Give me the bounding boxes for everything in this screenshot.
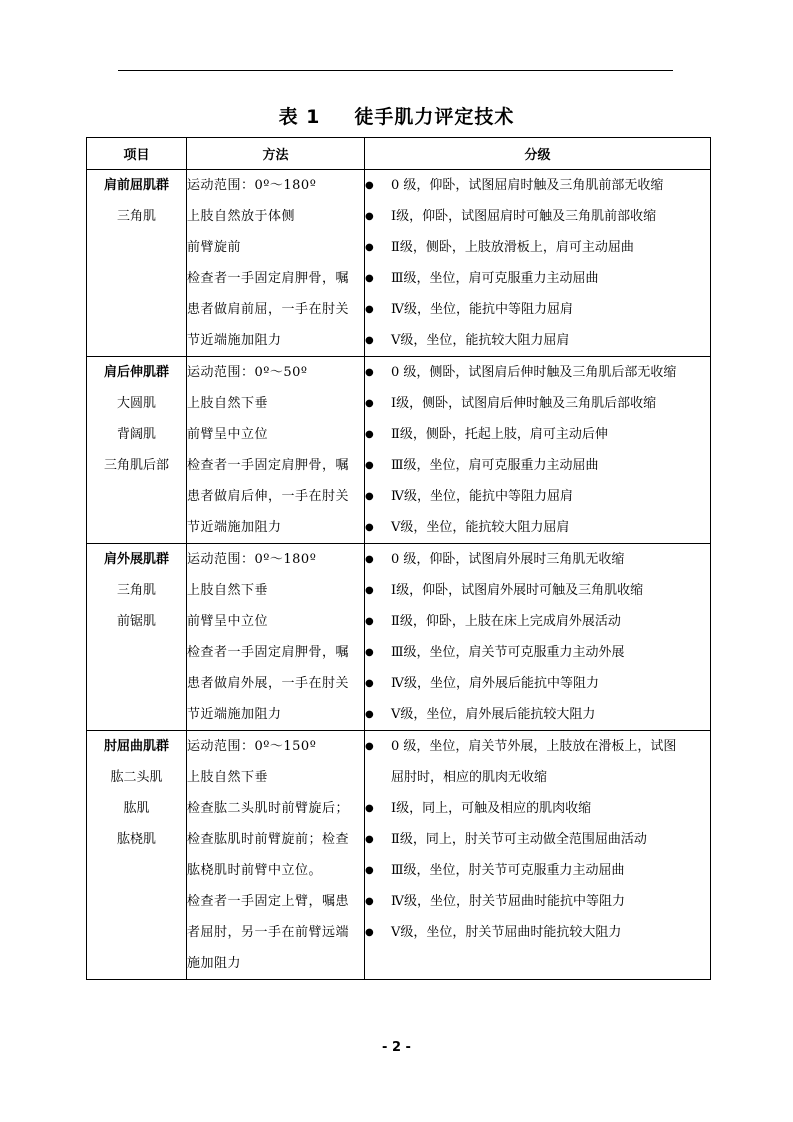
- bullet-icon: ●: [365, 273, 374, 284]
- method-line: 施加阻力: [187, 956, 242, 971]
- table-row: [87, 357, 711, 544]
- muscle-group-name: 肩前屈肌群: [103, 178, 169, 193]
- method-line: 上肢自然下垂: [187, 770, 269, 785]
- header-item: 项目: [87, 138, 187, 170]
- muscle-strength-table: [86, 137, 711, 980]
- grade-item: [365, 917, 710, 948]
- method-line: 前臂旋前: [187, 240, 242, 255]
- grade-item: [365, 606, 710, 637]
- method-cell: [187, 170, 365, 357]
- bullet-icon: ●: [365, 460, 374, 471]
- method-line: 检查者一手固定肩胛骨，嘱: [187, 271, 350, 286]
- grade-cell: [365, 544, 711, 731]
- grade-text: 0 级，仰卧，试图肩外展时三角肌无收缩: [391, 552, 625, 567]
- bullet-icon: ●: [365, 335, 374, 346]
- method-line: 肱桡肌时前臂中立位。: [187, 863, 323, 878]
- grade-text: Ⅲ级，坐位，肩可克服重力主动屈曲: [391, 458, 599, 473]
- method-line: 检查肱肌时前臂旋前；检查: [187, 832, 350, 847]
- method-line: 节近端施加阻力: [187, 707, 282, 722]
- header-method: 方法: [187, 138, 365, 170]
- table-header-row: [87, 138, 711, 170]
- grade-text: Ⅴ级，坐位，能抗较大阻力屈肩: [391, 333, 570, 348]
- grade-text: Ⅳ级，坐位，肘关节屈曲时能抗中等阻力: [391, 894, 625, 909]
- grade-item: [365, 512, 710, 543]
- grade-item: [365, 201, 710, 232]
- method-line: 前臂呈中立位: [187, 427, 269, 442]
- muscle-name: 三角肌: [116, 209, 156, 224]
- grade-item: [365, 170, 710, 201]
- table-title: [0, 102, 793, 129]
- method-line: 上肢自然下垂: [187, 583, 269, 598]
- grade-text: Ⅱ级，侧卧，托起上肢，肩可主动后伸: [391, 427, 608, 442]
- bullet-icon: ●: [365, 927, 374, 938]
- bullet-icon: ●: [365, 896, 374, 907]
- grade-item: [365, 793, 710, 824]
- method-line: 运动范围：0º～180º: [187, 552, 317, 567]
- table-title-text: 徒手肌力评定技术: [354, 106, 515, 128]
- method-line: 患者做肩外展，一手在肘关: [187, 676, 350, 691]
- table-number: 表 1: [278, 106, 321, 128]
- grade-item: [365, 886, 710, 917]
- item-cell: [87, 357, 187, 544]
- method-line: 检查者一手固定上臂，嘱患: [187, 894, 350, 909]
- method-line: 运动范围：0º～180º: [187, 178, 317, 193]
- grade-item: [365, 668, 710, 699]
- grade-text: Ⅳ级，坐位，肩外展后能抗中等阻力: [391, 676, 599, 691]
- method-line: 患者做肩后伸，一手在肘关: [187, 489, 350, 504]
- muscle-name: 肱肌: [123, 801, 150, 816]
- grade-text: Ⅰ级，侧卧，试图肩后伸时触及三角肌后部收缩: [391, 396, 657, 411]
- header-grade: 分级: [365, 138, 711, 170]
- grade-text: Ⅰ级，同上，可触及相应的肌肉收缩: [391, 801, 592, 816]
- muscle-name: 三角肌: [116, 583, 156, 598]
- grade-text: Ⅴ级，坐位，肩外展后能抗较大阻力: [391, 707, 596, 722]
- method-line: 节近端施加阻力: [187, 520, 282, 535]
- bullet-icon: ●: [365, 180, 374, 191]
- bullet-icon: ●: [365, 647, 374, 658]
- muscle-name: 大圆肌: [116, 396, 156, 411]
- bullet-icon: ●: [365, 429, 374, 440]
- grade-text: Ⅱ级，同上，肘关节可主动做全范围屈曲活动: [391, 832, 647, 847]
- bullet-icon: ●: [365, 616, 374, 627]
- bullet-icon: ●: [365, 304, 374, 315]
- table-row: [87, 544, 711, 731]
- method-line: 运动范围：0º～150º: [187, 739, 317, 754]
- grade-text: 0 级，坐位，肩关节外展，上肢放在滑板上，试图 屈肘时，相应的肌肉无收缩: [391, 739, 677, 785]
- method-line: 检查者一手固定肩胛骨，嘱: [187, 458, 350, 473]
- method-line: 患者做肩前屈，一手在肘关: [187, 302, 350, 317]
- method-line: 节近端施加阻力: [187, 333, 282, 348]
- bullet-icon: ●: [365, 554, 374, 565]
- bullet-icon: ●: [365, 803, 374, 814]
- grade-text: Ⅲ级，坐位，肘关节可克服重力主动屈曲: [391, 863, 625, 878]
- bullet-icon: ●: [365, 367, 374, 378]
- grade-item: [365, 544, 710, 575]
- table-row: [87, 170, 711, 357]
- grade-cell: [365, 731, 711, 980]
- muscle-group-name: 肩后伸肌群: [103, 365, 169, 380]
- method-line: 检查者一手固定肩胛骨，嘱: [187, 645, 350, 660]
- method-line: 前臂呈中立位: [187, 614, 269, 629]
- grade-item: [365, 232, 710, 263]
- grade-text: Ⅳ级，坐位，能抗中等阻力屈肩: [391, 489, 573, 504]
- grade-text: 0 级，侧卧，试图肩后伸时触及三角肌后部无收缩: [391, 365, 677, 380]
- method-cell: [187, 544, 365, 731]
- muscle-name: 三角肌后部: [103, 458, 169, 473]
- grade-text: Ⅴ级，坐位，肘关节屈曲时能抗较大阻力: [391, 925, 622, 940]
- grade-item: [365, 450, 710, 481]
- grade-item: [365, 263, 710, 294]
- table-body: [87, 170, 711, 980]
- grade-text: Ⅳ级，坐位，能抗中等阻力屈肩: [391, 302, 573, 317]
- method-cell: [187, 731, 365, 980]
- muscle-name: 肱二头肌: [110, 770, 163, 785]
- method-line: 上肢自然下垂: [187, 396, 269, 411]
- grade-item: [365, 325, 710, 356]
- grade-item: [365, 357, 710, 388]
- grade-item: [365, 699, 710, 730]
- grade-item: [365, 637, 710, 668]
- grade-cell: [365, 357, 711, 544]
- grade-item: [365, 731, 710, 793]
- bullet-icon: ●: [365, 242, 374, 253]
- grade-item: [365, 855, 710, 886]
- method-cell: [187, 357, 365, 544]
- grade-item: [365, 824, 710, 855]
- grade-item: [365, 388, 710, 419]
- bullet-icon: ●: [365, 398, 374, 409]
- grade-item: [365, 481, 710, 512]
- method-line: 上肢自然放于体侧: [187, 209, 296, 224]
- method-line: 者屈肘，另一手在前臂远端: [187, 925, 350, 940]
- grade-text: Ⅱ级，侧卧，上肢放滑板上，肩可主动屈曲: [391, 240, 634, 255]
- grade-text: Ⅰ级，仰卧，试图屈肩时可触及三角肌前部收缩: [391, 209, 657, 224]
- grade-item: [365, 419, 710, 450]
- page-number: - 2 -: [382, 1040, 411, 1055]
- muscle-group-name: 肘屈曲肌群: [103, 739, 169, 754]
- grade-text: Ⅱ级，仰卧，上肢在床上完成肩外展活动: [391, 614, 621, 629]
- bullet-icon: ●: [365, 834, 374, 845]
- method-line: 检查肱二头肌时前臂旋后；: [187, 801, 350, 816]
- bullet-icon: ●: [365, 741, 374, 752]
- muscle-name: 前锯肌: [116, 614, 156, 629]
- item-cell: [87, 170, 187, 357]
- grade-text: Ⅲ级，坐位，肩可克服重力主动屈曲: [391, 271, 599, 286]
- item-cell: [87, 731, 187, 980]
- item-cell: [87, 544, 187, 731]
- grade-item: [365, 294, 710, 325]
- bullet-icon: ●: [365, 865, 374, 876]
- grade-item: [365, 575, 710, 606]
- grade-text: Ⅲ级，坐位，肩关节可克服重力主动外展: [391, 645, 625, 660]
- grade-text: 0 级，仰卧，试图屈肩时触及三角肌前部无收缩: [391, 178, 664, 193]
- bullet-icon: ●: [365, 522, 374, 533]
- bullet-icon: ●: [365, 585, 374, 596]
- header-rule: [118, 70, 673, 71]
- bullet-icon: ●: [365, 678, 374, 689]
- grade-cell: [365, 170, 711, 357]
- bullet-icon: ●: [365, 709, 374, 720]
- table-row: [87, 731, 711, 980]
- muscle-name: 背阔肌: [116, 427, 156, 442]
- grade-text: Ⅴ级，坐位，能抗较大阻力屈肩: [391, 520, 570, 535]
- grade-text: Ⅰ级，仰卧，试图肩外展时可触及三角肌收缩: [391, 583, 644, 598]
- muscle-name: 肱桡肌: [116, 832, 156, 847]
- method-line: 运动范围：0º～50º: [187, 365, 308, 380]
- bullet-icon: ●: [365, 491, 374, 502]
- bullet-icon: ●: [365, 211, 374, 222]
- muscle-group-name: 肩外展肌群: [103, 552, 169, 567]
